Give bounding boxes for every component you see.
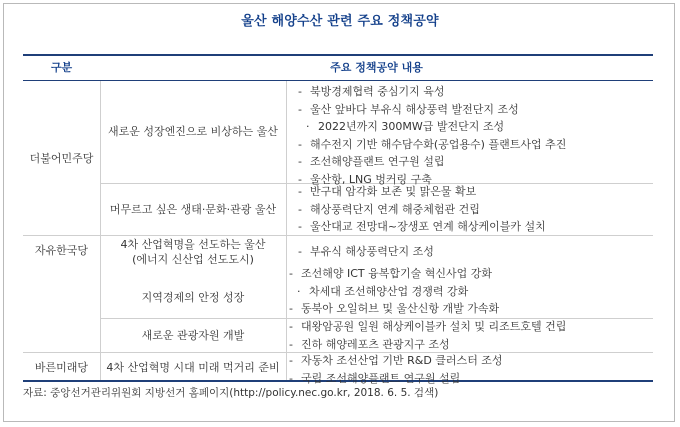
bullet-marker: -	[298, 85, 302, 98]
policy-item-text: 반구대 암각화 보존 및 맑은물 확보	[310, 185, 477, 198]
policy-item	[298, 83, 566, 101]
policy-theme: 새로운 성장엔진으로 비상하는 울산	[108, 125, 278, 138]
policy-item	[289, 336, 566, 354]
bullet-marker: ·	[306, 120, 310, 133]
bullet-marker: -	[298, 220, 302, 233]
policy-item	[298, 201, 546, 219]
policy-list	[289, 265, 499, 318]
bullet-marker: -	[289, 354, 293, 367]
bullet-marker: -	[289, 267, 293, 280]
policy-theme-subtitle: (에너지 신산업 선도도시)	[132, 253, 254, 266]
policy-item	[298, 243, 434, 261]
policy-item	[298, 136, 566, 154]
policy-item-text: 울산 앞바다 부유식 해상풍력 발전단지 조성	[310, 102, 519, 116]
party-name: 바른미래당	[34, 361, 89, 374]
policy-item	[289, 318, 566, 336]
policy-theme-title: 4차 산업혁명을 선도하는 울산	[120, 238, 266, 251]
policy-item-text: 진하 해양레포츠 관광지구 조성	[301, 337, 450, 351]
policy-item-text: 부유식 해상풍력단지 조성	[310, 245, 434, 258]
policy-item-text: 조선해양 ICT 융복합기술 혁신사업 강화	[301, 267, 493, 280]
bullet-marker: -	[289, 320, 293, 333]
policy-item-text: 동북아 오일허브 및 울산신항 개발 가속화	[301, 302, 500, 315]
policy-list	[298, 183, 546, 236]
policy-theme	[100, 237, 286, 267]
policy-item-text: 북방경제협력 중심기지 육성	[310, 85, 445, 98]
bullet-marker: -	[298, 172, 302, 186]
bullet-marker: -	[298, 137, 302, 151]
policy-list	[289, 318, 566, 353]
bullet-marker: -	[289, 302, 293, 315]
policy-item	[289, 265, 499, 283]
header-content: 주요 정책공약 내용	[330, 61, 423, 74]
policy-item-text: 울산항, LNG 벙커링 구축	[310, 172, 432, 186]
policy-item-text: 자동차 조선산업 기반 R&D 클러스터 조성	[301, 354, 503, 367]
party-name: 더불어민주당	[29, 152, 94, 165]
policy-subitem	[298, 118, 566, 136]
policy-subitem	[289, 283, 499, 301]
policy-item	[289, 352, 503, 370]
policy-item-text: 차세대 조선해양산업 경쟁력 강화	[309, 284, 469, 298]
policy-list	[289, 352, 503, 387]
policy-item-text: 2022년까지 300MW급 발전단지 조성	[318, 120, 505, 133]
top-rule	[23, 54, 653, 56]
bullet-marker: -	[289, 337, 293, 351]
bullet-marker: -	[298, 185, 302, 198]
policy-theme: 4차 산업혁명 시대 미래 먹거리 준비	[106, 361, 280, 374]
bullet-marker: -	[298, 202, 302, 216]
table-title: 울산 해양수산 관련 주요 정책공약	[241, 14, 439, 29]
bullet-marker: -	[298, 155, 302, 168]
policy-item-text: 국립 조선해양플랜트 연구원 설립	[301, 371, 461, 385]
policy-item-text: 조선해양플랜트 연구원 설립	[310, 155, 445, 168]
bullet-marker: -	[298, 102, 302, 116]
policy-list	[298, 243, 434, 261]
header-rule	[23, 80, 653, 81]
policy-theme: 새로운 관광자원 개발	[141, 329, 245, 342]
party-name: 자유한국당	[34, 244, 89, 257]
policy-item	[298, 218, 546, 236]
policy-theme: 지역경제의 안정 성장	[141, 291, 245, 304]
policy-item-text: 해수전지 기반 해수담수화(공업용수) 플랜트사업 추진	[310, 137, 567, 151]
policy-item-text: 해상풍력단지 연계 해중체험관 건립	[310, 202, 480, 216]
bullet-marker: ·	[297, 284, 301, 298]
policy-item	[298, 101, 566, 119]
policy-theme: 머무르고 싶은 생태·문화·관광 울산	[109, 203, 277, 216]
policy-item	[289, 300, 499, 318]
bullet-marker: -	[298, 245, 302, 258]
policy-item	[298, 153, 566, 171]
policy-item	[298, 183, 546, 201]
source-note: 자료: 중앙선거관리위원회 지방선거 홈페이지(http://policy.nec.go.kr, 2018. 6. 5. 검색)	[23, 387, 439, 399]
bullet-marker: -	[289, 371, 293, 385]
header-party: 구분	[50, 61, 73, 74]
column-divider	[286, 81, 287, 380]
policy-item-text: 울산대교 전망대~장생포 연계 해상케이블카 설치	[310, 220, 546, 233]
policy-item-text: 대왕암공원 일원 해상케이블카 설치 및 리조트호텔 건립	[301, 320, 567, 333]
policy-list	[298, 83, 566, 188]
